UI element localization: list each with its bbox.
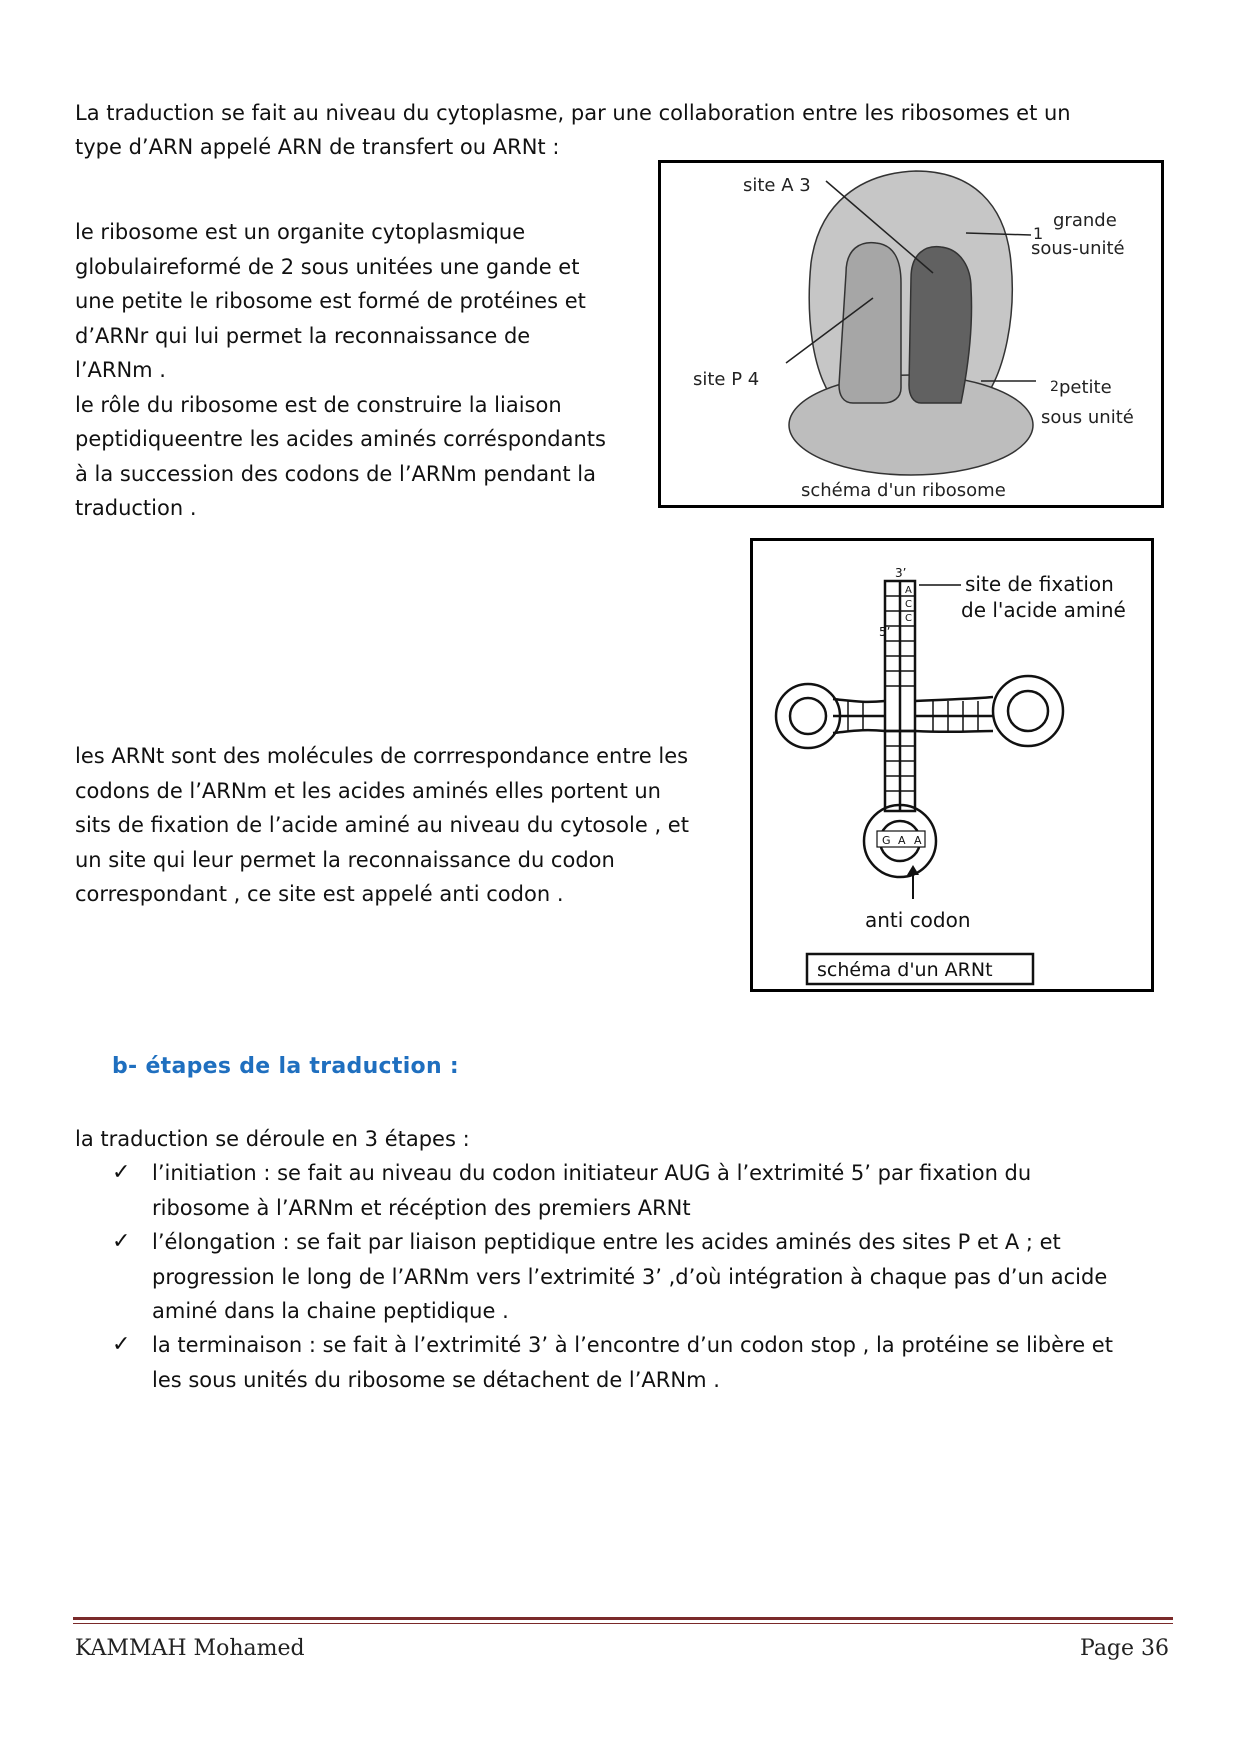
petite-label: petite	[1059, 377, 1112, 398]
top-base: C	[905, 599, 912, 610]
step-line: les sous unités du ribosome se détachent de l’ARNm .	[152, 1367, 720, 1392]
ribosome-diagram	[661, 163, 1161, 505]
site-a-shape	[909, 247, 972, 403]
sous-unite-petite-label: sous unité	[1041, 407, 1134, 428]
intro-line-1: La traduction se fait au niveau du cytoplasme, par une collaboration entre les ribosomes et un	[75, 101, 1071, 125]
ribosome-paragraph-line: traduction .	[75, 496, 197, 520]
step-line: progression le long de l’ARNm vers l’extrimité 3’ ,d’où intégration à chaque pas d’un acide	[152, 1264, 1108, 1289]
footer-rule-thin	[73, 1623, 1173, 1624]
arnt-paragraph-line: correspondant , ce site est appelé anti codon .	[75, 882, 564, 906]
end-3-label: 3’	[895, 566, 907, 580]
ribosome-paragraph-line: le rôle du ribosome est de construire la liaison	[75, 392, 562, 417]
section-intro: la traduction se déroule en 3 étapes :	[75, 1127, 470, 1151]
arnt-paragraph-line: un site qui leur permet la reconnaissance du codon	[75, 847, 615, 872]
step-elongation	[112, 1225, 1162, 1329]
arnt-caption: schéma d'un ARNt	[817, 959, 993, 981]
step-line: ribosome à l’ARNm et récéption des premiers ARNt	[152, 1195, 691, 1220]
label-2: 2	[1050, 379, 1059, 395]
site-p-label: site P 4	[693, 369, 760, 390]
arnt-paragraph-line: codons de l’ARNm et les acides aminés elles portent un	[75, 778, 661, 803]
step-line: l’élongation : se fait par liaison peptidique entre les acides aminés des sites P et A ; et	[152, 1230, 1061, 1254]
ribosome-figure	[658, 160, 1164, 508]
footer-page-number: Page 36	[1080, 1636, 1170, 1661]
end-5-label: 5’	[879, 625, 891, 639]
step-termination	[112, 1328, 1162, 1398]
site-a-label: site A 3	[743, 175, 811, 196]
step-line: l’initiation : se fait au niveau du codon initiateur AUG à l’extrimité 5’ par fixation du	[152, 1161, 1032, 1185]
ribosome-paragraph-line: d’ARNr qui lui permet la reconnaissance de	[75, 323, 531, 348]
ribosome-paragraph-line: peptidiqueentre les acides aminés corréspondants	[75, 427, 606, 451]
top-base: C	[905, 613, 912, 624]
ribosome-paragraph-line: une petite le ribosome est formé de protéines et	[75, 289, 586, 313]
ribosome-paragraph-line: l’ARNm .	[75, 358, 166, 382]
sous-unite-label: sous-unité	[1031, 238, 1125, 259]
arnt-paragraph-line: sits de fixation de l’acide aminé au niveau du cytosole , et	[75, 813, 689, 837]
ribosome-paragraph-line: à la succession des codons de l’ARNm pendant la	[75, 461, 597, 486]
ribosome-paragraph-line: globulaireformé de 2 sous unitées une gande et	[75, 254, 580, 279]
ribosome-paragraph-line: le ribosome est un organite cytoplasmique	[75, 220, 526, 244]
anticodon-base: G	[882, 834, 891, 847]
step-line: aminé dans la chaine peptidique .	[152, 1299, 509, 1323]
ribosome-caption: schéma d'un ribosome	[801, 480, 1006, 501]
step-line: la terminaison : se fait à l’extrimité 3’ à l’encontre d’un codon stop , la protéine se libère et	[152, 1333, 1113, 1357]
arnt-figure	[750, 538, 1154, 992]
check-icon: ✓	[112, 1160, 131, 1185]
label-1: 1	[1033, 224, 1044, 243]
fixation-label-line-1: site de fixation	[965, 572, 1114, 596]
anticodon-label: anti codon	[865, 908, 971, 932]
top-base: A	[905, 585, 912, 596]
section-heading: b- étapes de la traduction :	[112, 1054, 459, 1079]
site-p-shape	[839, 243, 901, 403]
grande-label: grande	[1053, 210, 1117, 231]
arnt-paragraph-line: les ARNt sont des molécules de corrrespondance entre les	[75, 744, 689, 768]
footer-author: KAMMAH Mohamed	[75, 1636, 305, 1661]
step-initiation	[112, 1156, 1162, 1226]
ribosome-paragraph	[75, 215, 606, 526]
check-icon: ✓	[112, 1332, 131, 1357]
check-icon: ✓	[112, 1229, 131, 1254]
arnt-paragraph	[75, 739, 689, 912]
footer-rule-thick	[73, 1617, 1173, 1620]
anticodon-base: A	[914, 834, 922, 847]
fixation-label-line-2: de l'acide aminé	[961, 598, 1126, 622]
arnt-diagram	[753, 541, 1151, 989]
intro-line-2: type d’ARN appelé ARN de transfert ou ARNt :	[75, 135, 560, 159]
anticodon-base: A	[898, 834, 906, 847]
